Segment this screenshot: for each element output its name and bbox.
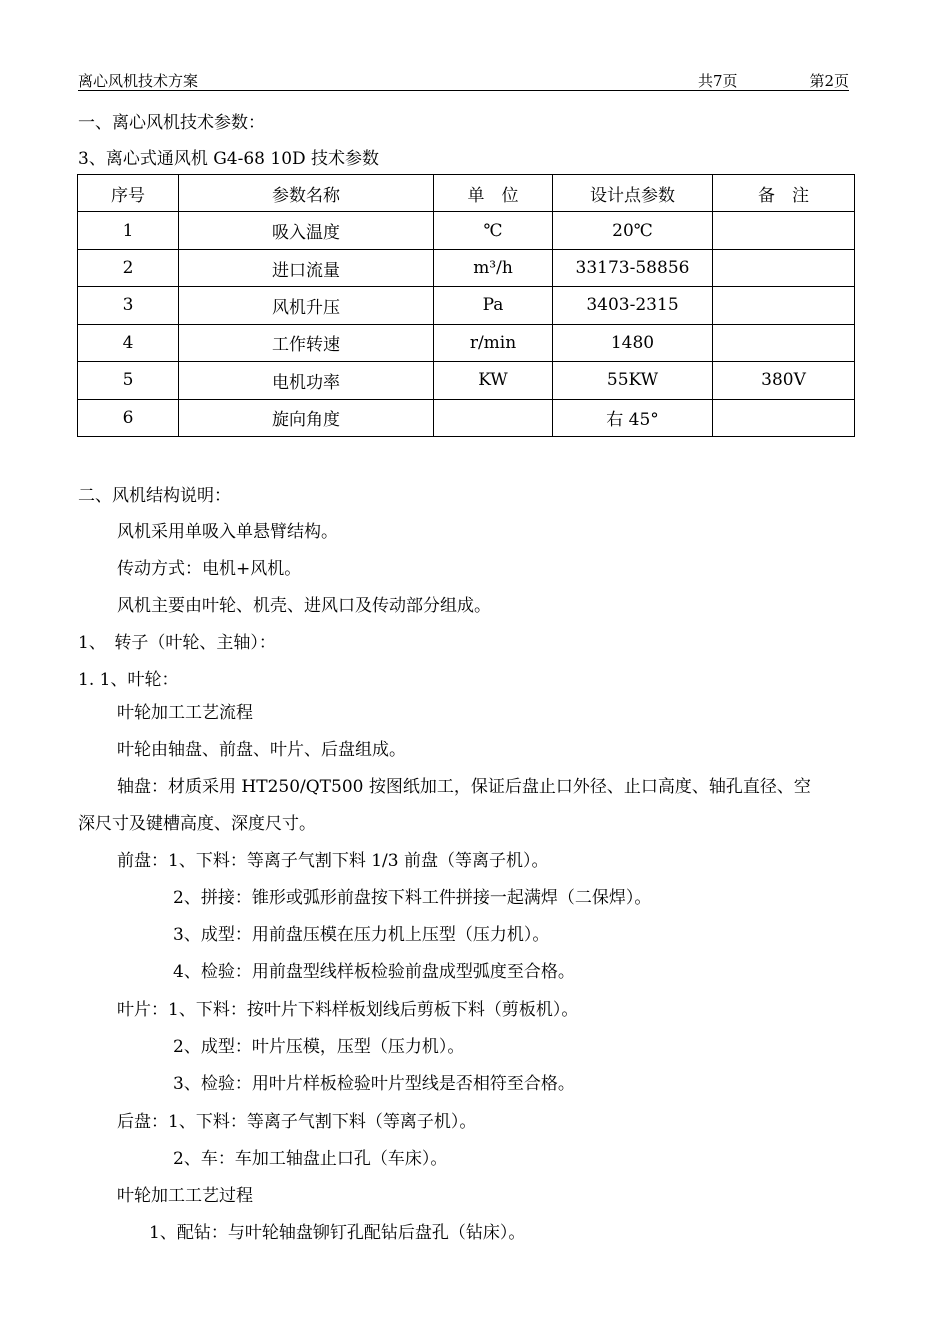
table-caption: 3、离心式通风机 G4-68 10D 技术参数 xyxy=(78,149,380,169)
paragraph-line: 前盘：1、下料：等离子气割下料 1/3 前盘（等离子机）。 xyxy=(117,851,549,871)
cell-param-name: 进口流量 xyxy=(179,249,434,286)
cell-index: 2 xyxy=(78,249,179,286)
paragraph-line: 3、检验：用叶片样板检验叶片型线是否相符至合格。 xyxy=(173,1074,575,1094)
header-index: 序号 xyxy=(78,175,179,212)
paragraph-line: 4、检验：用前盘型线样板检验前盘成型弧度至合格。 xyxy=(173,962,575,982)
section-2-title: 二、风机结构说明： xyxy=(78,486,231,506)
cell-unit: Pa xyxy=(434,287,553,324)
header-design-value: 设计点参数 xyxy=(553,175,713,212)
doc-title: 离心风机技术方案 xyxy=(78,72,199,90)
cell-remark: 380V xyxy=(713,362,855,399)
paragraph-line: 叶轮由轴盘、前盘、叶片、后盘组成。 xyxy=(117,740,406,760)
cell-design-value: 3403-2315 xyxy=(553,287,713,324)
table-row xyxy=(78,287,855,324)
header-remark: 备 注 xyxy=(713,175,855,212)
subsection-heading: 1、 转子（叶轮、主轴）： xyxy=(78,633,276,653)
header-unit: 单 位 xyxy=(434,175,553,212)
cell-design-value: 33173-58856 xyxy=(553,249,713,286)
table-row xyxy=(78,212,855,249)
subsection-heading: 1. 1、叶轮： xyxy=(78,670,179,690)
paragraph-line: 后盘：1、下料：等离子气割下料（等离子机）。 xyxy=(117,1112,477,1132)
cell-design-value: 20℃ xyxy=(553,212,713,249)
current-page: 第2页 xyxy=(809,72,849,90)
paragraph-line: 2、成型：叶片压模，压型（压力机）。 xyxy=(173,1037,465,1057)
cell-remark xyxy=(713,212,855,249)
cell-remark xyxy=(713,287,855,324)
cell-param-name: 电机功率 xyxy=(179,362,434,399)
cell-index: 3 xyxy=(78,287,179,324)
total-pages: 共7页 xyxy=(698,72,738,90)
paragraph-line: 风机主要由叶轮、机壳、进风口及传动部分组成。 xyxy=(117,596,491,616)
cell-param-name: 工作转速 xyxy=(179,324,434,361)
paragraph-line: 叶片：1、下料：按叶片下料样板划线后剪板下料（剪板机）。 xyxy=(117,1000,579,1020)
cell-param-name: 风机升压 xyxy=(179,287,434,324)
cell-design-value: 1480 xyxy=(553,324,713,361)
cell-design-value: 右 45° xyxy=(553,399,713,436)
paragraph-line: 1、配钻：与叶轮轴盘铆钉孔配钻后盘孔（钻床）。 xyxy=(149,1223,526,1243)
paragraph-line: 轴盘：材质采用 HT250/QT500 按图纸加工，保证后盘止口外径、止口高度、轴孔直径、空 xyxy=(117,777,811,797)
cell-index: 5 xyxy=(78,362,179,399)
cell-param-name: 旋向角度 xyxy=(179,399,434,436)
paragraph-line: 叶轮加工工艺流程 xyxy=(117,703,253,723)
paragraph-line: 叶轮加工工艺过程 xyxy=(117,1186,253,1206)
paragraph-line: 风机采用单吸入单悬臂结构。 xyxy=(117,522,338,542)
table-row xyxy=(78,399,855,436)
cell-index: 1 xyxy=(78,212,179,249)
cell-unit: KW xyxy=(434,362,553,399)
paragraph-line: 2、车：车加工轴盘止口孔（车床）。 xyxy=(173,1149,448,1169)
cell-remark xyxy=(713,249,855,286)
cell-unit: ℃ xyxy=(434,212,553,249)
cell-design-value: 55KW xyxy=(553,362,713,399)
paragraph-line: 深尺寸及键槽高度、深度尺寸。 xyxy=(78,814,316,834)
cell-remark xyxy=(713,399,855,436)
paragraph-line: 2、拼接：锥形或弧形前盘按下料工件拼接一起满焊（二保焊）。 xyxy=(173,888,652,908)
page-header xyxy=(78,68,849,91)
cell-index: 4 xyxy=(78,324,179,361)
table-row xyxy=(78,362,855,399)
cell-remark xyxy=(713,324,855,361)
header-param-name: 参数名称 xyxy=(179,175,434,212)
table-row xyxy=(78,324,855,361)
cell-index: 6 xyxy=(78,399,179,436)
cell-unit: r/min xyxy=(434,324,553,361)
cell-param-name: 吸入温度 xyxy=(179,212,434,249)
cell-unit: m³/h xyxy=(434,249,553,286)
cell-unit xyxy=(434,399,553,436)
paragraph-line: 3、成型：用前盘压模在压力机上压型（压力机）。 xyxy=(173,925,550,945)
section-1-title: 一、离心风机技术参数： xyxy=(78,113,265,133)
table-row xyxy=(78,249,855,286)
table-header-row xyxy=(78,175,855,212)
paragraph-line: 传动方式：电机+风机。 xyxy=(117,559,302,579)
parameter-table xyxy=(77,174,855,437)
